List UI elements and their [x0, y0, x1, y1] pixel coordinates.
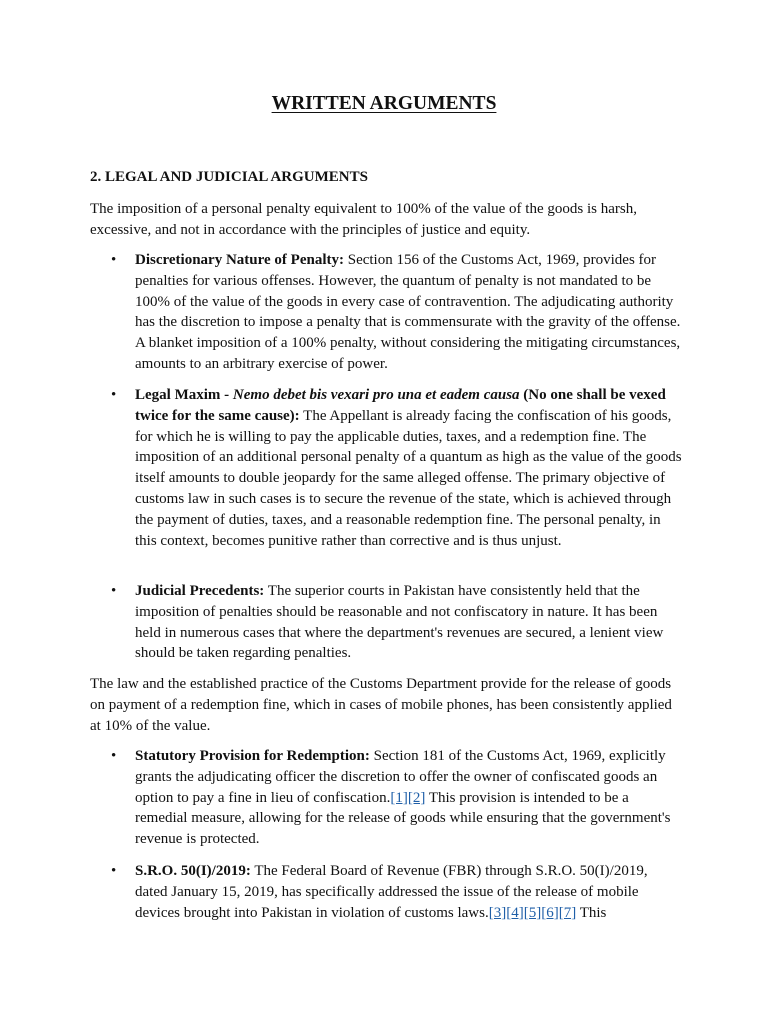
bullet-text: Section 156 of the Customs Act, 1969, provides for penalties for various offenses. However, the quantum of penalty is not mandated to be 100% of the value of the goods in every case of contravention. The adjudicating authority has the discretion to impose a penalty that is commensurate with the gravity of the offense. A blanket imposition of a 100% penalty, without considering the mitigating circumstances, amounts to an arbitrary exercise of power.: [135, 252, 681, 372]
bullet-lead: S.R.O. 50(I)/2019:: [135, 863, 251, 879]
bullet-lead-maxim: Nemo debet bis vexari pro una et eadem causa: [232, 387, 520, 403]
bullet-lead: Judicial Precedents:: [135, 583, 265, 599]
section-heading: 2. LEGAL AND JUDICIAL ARGUMENTS: [90, 169, 368, 185]
bullet-judicial-precedents: [111, 581, 683, 664]
bullet-lead-translation: (No one shall be vexed twice for the same cause):: [135, 387, 666, 424]
bullet-text: The Appellant is already facing the confiscation of his goods, for which he is willing to pay the applicable duties, taxes, and a redemption fine. The imposition of an additional personal penalty of a quantum as high as the value of the goods itself amounts to double jeopardy for the same alleged offense. The primary objective of customs law in such cases is to secure the revenue of the state, which is achieved through the payment of duties, taxes, and a reasonable redemption fine. The personal penalty, in this context, becomes punitive rather than corrective and is thus unjust.: [135, 407, 682, 549]
footnote-link[interactable]: [6]: [541, 904, 559, 921]
footnote-link[interactable]: [4]: [506, 904, 524, 921]
redemption-paragraph: The law and the established practice of the Customs Department provide for the release of goods on payment of a redemption fine, which in cases of mobile phones, has been consistently applied at 10% of the value.: [90, 676, 672, 734]
bullet-marker: •: [111, 748, 117, 764]
bullet-text: The superior courts in Pakistan have consistently held that the imposition of penalties should be reasonable and not confiscatory in nature. It has been held in numerous cases that where the department's revenues are secured, a lenient view should be taken regarding penalties.: [135, 583, 664, 662]
bullet-lead: Discretionary Nature of Penalty:: [135, 252, 344, 268]
bullet-sro-50: [111, 861, 683, 923]
bullet-marker: •: [111, 387, 117, 403]
document-title: [0, 93, 768, 115]
bullet-statutory-redemption: [111, 746, 683, 850]
bullet-legal-maxim: [111, 385, 683, 551]
bullet-text-before: The Federal Board of Revenue (FBR) through S.R.O. 50(I)/2019, dated January 15, 2019, has specifically addressed the issue of the release of mobile devices brought into Pakistan in violation of customs laws.: [135, 863, 648, 921]
footnote-link[interactable]: [5]: [523, 904, 542, 921]
bullet-marker: •: [111, 252, 117, 268]
bullet-lead: Statutory Provision for Redemption:: [135, 748, 370, 764]
bullet-text-after: This provision is intended to be a remedial measure, allowing for the release of goods while ensuring that the government's revenue is protected.: [135, 789, 671, 848]
footnote-link[interactable]: [2]: [407, 789, 426, 806]
bullet-marker: •: [111, 583, 117, 599]
footnote-link[interactable]: [7]: [558, 904, 577, 921]
bullet-marker: •: [111, 863, 117, 879]
bullet-text-before: Section 181 of the Customs Act, 1969, explicitly grants the adjudicating officer the discretion to offer the owner of confiscated goods an option to pay a fine in lieu of confiscation.: [135, 748, 666, 806]
bullet-discretionary-penalty: [111, 250, 683, 375]
footnote-link[interactable]: [1]: [390, 789, 408, 806]
footnote-link[interactable]: [3]: [488, 904, 507, 921]
bullet-lead: Legal Maxim -: [135, 387, 233, 403]
bullet-text-after: This: [576, 904, 607, 921]
intro-paragraph: The imposition of a personal penalty equivalent to 100% of the value of the goods is harsh, excessive, and not in accordance with the principles of justice and equity.: [90, 201, 637, 238]
title-text: WRITTEN ARGUMENTS: [271, 93, 497, 114]
